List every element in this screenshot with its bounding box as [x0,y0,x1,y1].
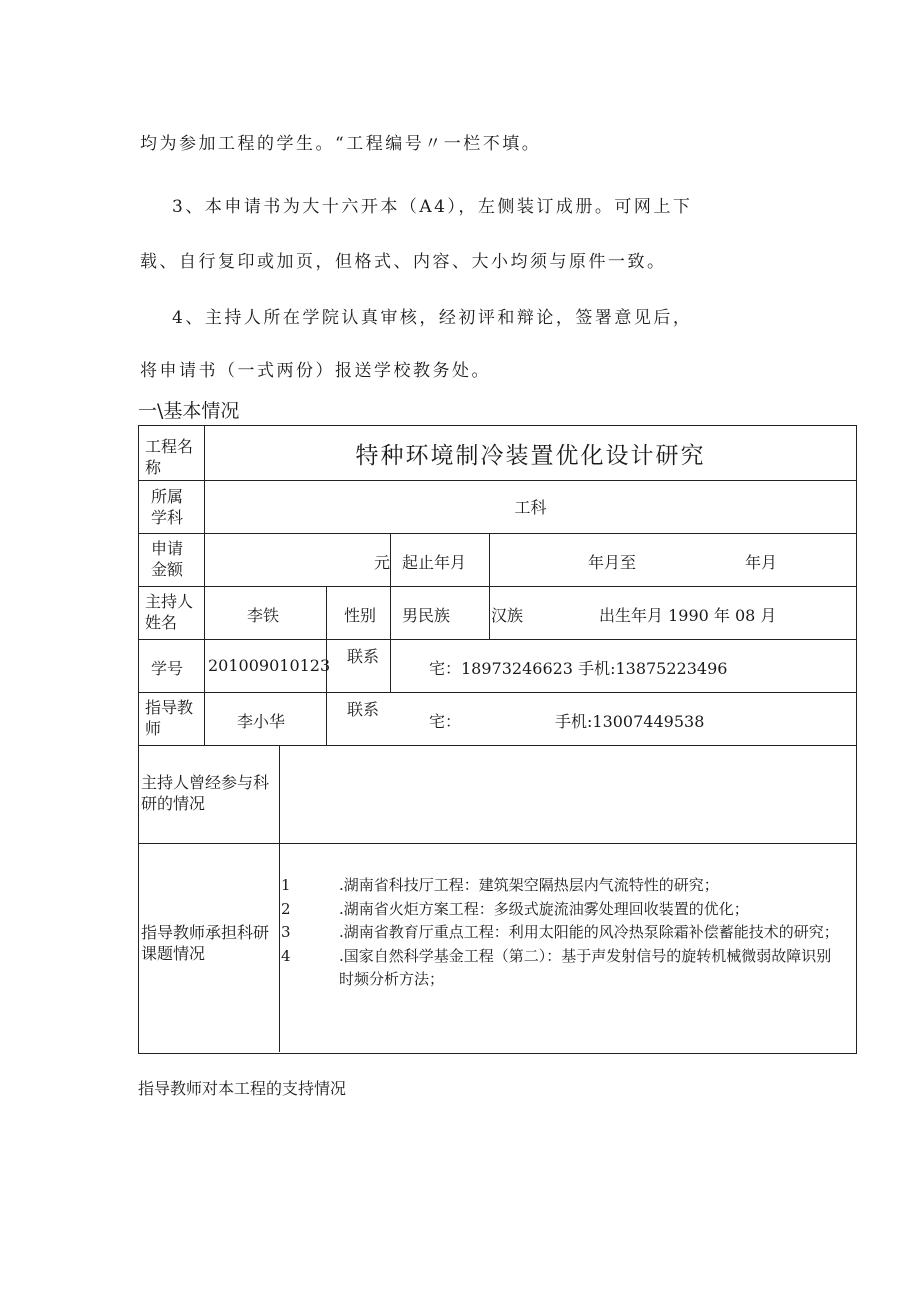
advisor-contact-label: 联系 [347,700,380,719]
instruction-line-2: 3、本申请书为大十六开本（A4），左侧装订成册。可网上下 [172,197,693,217]
gender-nation: 男民族 [402,606,451,625]
discipline-value: 工科 [514,498,547,517]
advisor-label: 指导教师 [145,698,194,738]
student-id-label: 学号 [151,659,184,678]
instruction-line-4: 4、主持人所在学院认真审核，经初评和辩论，签署意见后， [172,308,693,328]
section-title: 一\基本情况 [138,400,240,422]
birth-value: 出生年月 1990 年 08 月 [599,606,777,625]
advisor-home-phone: 宅： [429,712,462,731]
period-start: 年月至 [588,553,637,572]
advisor-mobile: 手机:13007449538 [555,712,705,731]
list-item: 3 .湖南省教育厅重点工程：利用太阳能的风冷热泵除霜补偿蓄能技术的研究； [281,923,839,941]
list-item: 1 .湖南省科技厅工程：建筑架空隔热层内气流特性的研究； [281,876,719,894]
discipline-label: 所属学科 [151,487,184,527]
project-name-label: 工程名称 [145,437,194,477]
advisor-name-value: 李小华 [237,712,286,731]
instruction-line-3: 载、自行复印或加页，但格式、内容、大小均须与原件一致。 [140,252,667,272]
list-item: 2 .湖南省火炬方案工程：多级式旋流油雾处理回收装置的优化； [281,899,749,918]
gender-label: 性别 [344,606,377,625]
host-contact-label: 联系 [347,647,380,666]
host-contact-value: 宅：18973246623 手机:13875223496 [429,659,728,678]
instruction-line-5: 将申请书（一式两份）报送学校教务处。 [140,361,491,381]
amount-unit: 元 [374,553,391,572]
amount-label: 申请金额 [151,539,184,579]
host-name-label: 主持人姓名 [145,592,194,632]
advisor-projects-list [281,874,841,992]
advisor-support-heading: 指导教师对本工程的支持情况 [138,1079,347,1098]
nation-value: 汉族 [491,606,524,625]
host-name-value: 李铁 [247,606,280,625]
period-end: 年月 [745,553,778,572]
instruction-line-1: 均为参加工程的学生。“工程编号〃一栏不填。 [140,134,542,154]
host-research-label: 主持人曾经参与科研的情况 [141,773,270,813]
basic-info-table [138,425,857,1054]
project-name-value: 特种环境制冷装置优化设计研究 [355,442,706,469]
student-id-value: 201009010123 [208,656,331,675]
list-item: 4 .国家自然科学基金工程（第二）：基于声发射信号的旋转机械微弱故障识别时频分析方法； [281,946,832,988]
advisor-projects-label: 指导教师承担科研课题情况 [141,923,270,963]
period-label: 起止年月 [402,553,467,572]
